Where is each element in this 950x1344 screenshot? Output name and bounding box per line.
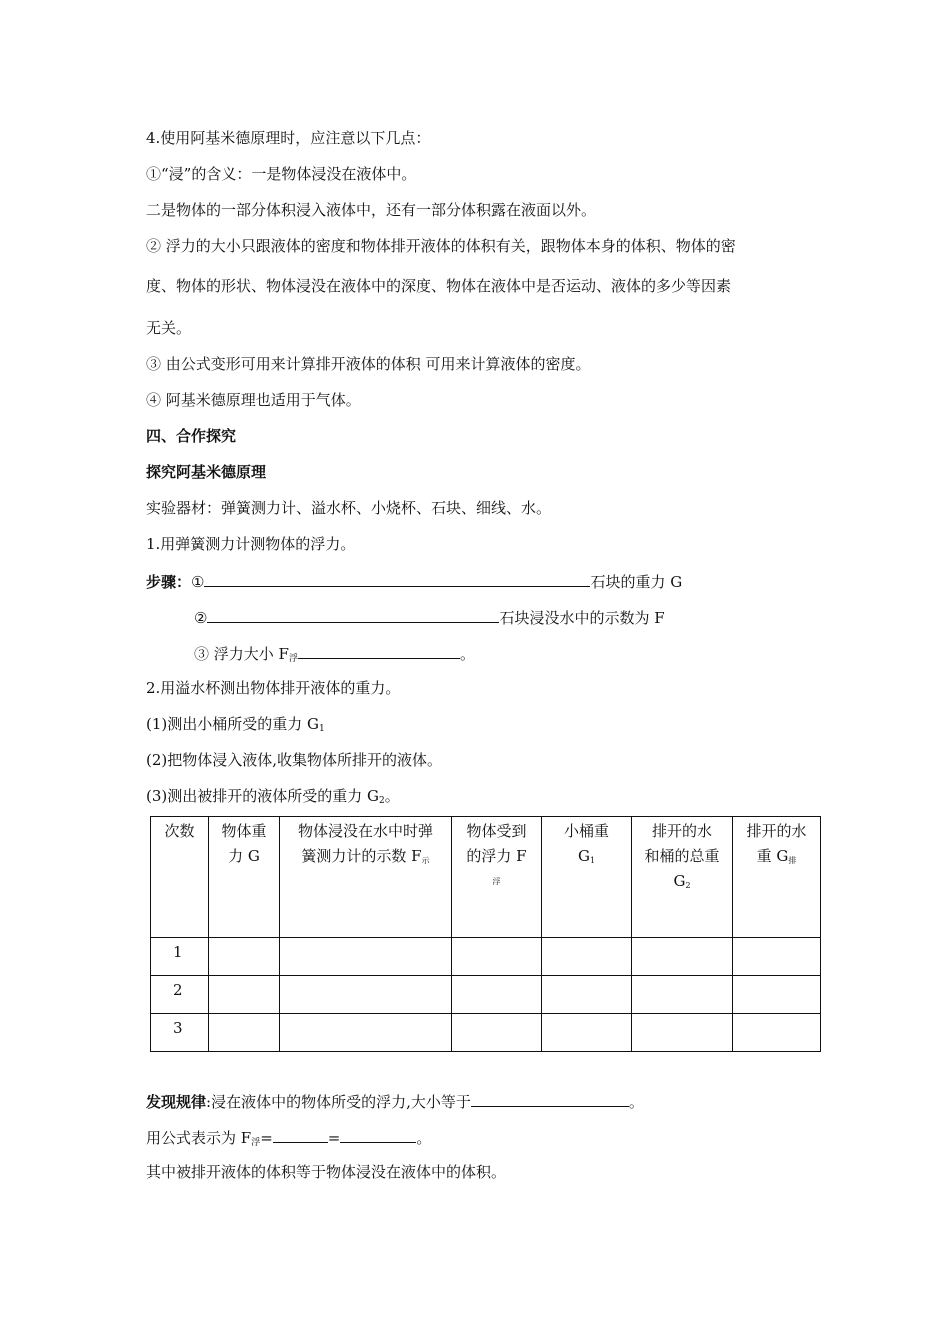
table-cell[interactable] [280,938,452,976]
step2-title: 2.用溢水杯测出物体排开液体的重力。 [146,679,401,697]
step-b-prefix: ② [194,609,208,627]
table-cell[interactable] [209,938,280,976]
header-total-weight-sub: 2 [685,881,691,890]
table-cell[interactable] [632,1014,733,1052]
note-partial-immersion: 二是物体的一部分体积浸入液体中，还有一部分体积露在液面以外。 [146,201,597,219]
step-b-suffix: 石块浸没水中的示数为 F [499,609,665,627]
table-cell[interactable] [542,1014,632,1052]
section4-title: 4.使用阿基米德原理时，应注意以下几点： [146,129,431,147]
sub-step-3 [146,786,400,811]
header-spring-reading-l2-text: 簧测力计的示数 F [301,847,422,865]
header-buoyant-force [452,817,542,938]
header-total-weight-l1 [632,819,732,844]
step-a-suffix: 石块的重力 G [590,573,683,591]
table-cell[interactable] [632,938,733,976]
header-buoyant-force-l2: 的浮力 F [466,847,527,865]
header-bucket-weight [542,817,632,938]
step-b [194,606,665,628]
step-b-blank[interactable] [207,606,499,623]
step-c-suffix: 。 [459,645,475,663]
sub-step-3-end: 。 [384,787,400,805]
note-formula-transform: ③ 由公式变形可用来计算排开液体的体积 可用来计算液体的密度。 [146,355,591,373]
header-displaced-weight [733,817,821,938]
sub-step-1-text: (1)测出小桶所受的重力 G [146,715,319,733]
header-total-weight-l3 [632,869,732,898]
header-total-weight [632,817,733,938]
section-heading-cooperation: 四、合作探究 [146,427,237,445]
table-cell[interactable] [733,1014,821,1052]
formula-blank-2[interactable] [340,1126,416,1143]
row-number [151,976,209,1014]
note-buoyancy-factors-1: ② 浮力的大小只跟液体的密度和物体排开液体的体积有关，跟物体本身的体积、物体的密 [146,237,736,255]
header-total-weight-g: G [673,872,686,890]
table-cell[interactable] [542,938,632,976]
row-number-text: 1 [173,943,183,961]
step-a-blank[interactable] [204,570,590,587]
header-bucket-weight-sub: 1 [589,856,596,865]
conclusion-text: :浸在液体中的物体所受的浮力,大小等于 [206,1093,471,1111]
conclusion-end: 。 [628,1093,644,1111]
row-number [151,1014,209,1052]
table-cell[interactable] [542,976,632,1014]
table-cell[interactable] [733,938,821,976]
table-row [151,976,821,1014]
conclusion-formula [146,1126,431,1153]
table-cell[interactable] [452,976,542,1014]
header-bucket-weight-l2 [542,844,631,873]
step-c-blank[interactable] [298,642,460,659]
sub-step-2: (2)把物体浸入液体,收集物体所排开的液体。 [146,751,443,769]
header-total-weight-l1b: 的水 [682,822,713,840]
header-spring-reading [280,817,452,938]
table-cell[interactable] [280,1014,452,1052]
header-bucket-weight-l1: 小桶重 [563,822,609,840]
conclusion-label: 发现规律 [146,1093,207,1111]
row-number [151,938,209,976]
header-displaced-weight-l2 [733,844,820,873]
header-total-weight-l1a: 排开 [651,822,682,840]
header-count-text: 次数 [164,822,195,840]
sub-step-3-text: (3)测出被排开的液体所受的重力 G [146,787,379,805]
header-object-weight [209,817,280,938]
formula-end: 。 [416,1129,432,1147]
table-cell[interactable] [632,976,733,1014]
step-a [146,570,682,592]
note-buoyancy-factors-2: 度、物体的形状、物体浸没在液体中的深度、物体在液体中是否运动、液体的多少等因素 [146,277,732,295]
steps-label: 步骤： [146,573,192,591]
header-spring-reading-l2 [280,844,451,873]
header-object-weight-l1: 物体重 [221,822,267,840]
header-displaced-weight-text: 重 G [756,847,789,865]
note-immerse-meaning: ①“浸”的含义：一是物体浸没在液体中。 [146,165,417,183]
step-c-prefix: ③ 浮力大小 F [194,645,289,663]
step-a-prefix: ① [191,573,205,591]
note-gas-applicable: ④ 阿基米德原理也适用于气体。 [146,391,361,409]
table-cell[interactable] [280,976,452,1014]
formula-sub: 浮 [251,1138,261,1148]
sub-step-3-sub: 2 [379,796,385,806]
subheading-archimedes: 探究阿基米德原理 [146,463,267,481]
step-c [194,642,475,669]
header-spring-reading-l1: 物体浸没在水中时弹 [297,822,433,840]
table-cell[interactable] [209,976,280,1014]
header-spring-reading-sub: 示 [421,856,430,865]
table-cell[interactable] [452,1014,542,1052]
table-cell[interactable] [452,938,542,976]
header-bucket-weight-g: G [577,847,590,865]
header-displaced-weight-sub: 排 [788,856,797,865]
note-buoyancy-factors-3: 无关。 [146,319,192,337]
table-row [151,1014,821,1052]
formula-blank-1[interactable] [273,1126,328,1143]
header-buoyant-force-sub: 浮 [492,877,501,886]
table-row [151,938,821,976]
step-c-sub: 浮 [288,654,298,664]
header-total-weight-l2: 和桶的总重 [644,847,720,865]
formula-eq2: = [327,1129,341,1147]
row-number-text: 3 [173,1019,183,1037]
table-header-row [151,817,821,938]
header-count [151,817,209,938]
step1-title: 1.用弹簧测力计测物体的浮力。 [146,535,356,553]
sub-step-1 [146,714,325,739]
table-cell[interactable] [209,1014,280,1052]
row-number-text: 2 [173,981,183,999]
conclusion-rule [146,1090,644,1112]
header-buoyant-force-l1: 物体受到 [466,822,527,840]
formula-prefix: 用公式表示为 F [146,1129,252,1147]
table-cell[interactable] [733,976,821,1014]
formula-eq1: = [260,1129,273,1147]
header-displaced-weight-l1: 排开的水 [746,822,807,840]
conclusion-blank[interactable] [471,1090,629,1107]
sub-step-1-sub: 1 [319,724,325,734]
data-table [150,816,821,1052]
materials-list: 实验器材：弹簧测力计、溢水杯、小烧杯、石块、细线、水。 [146,499,552,517]
conclusion-note: 其中被排开液体的体积等于物体浸没在液体中的体积。 [146,1163,507,1181]
header-object-weight-l2: 力 G [228,847,260,865]
